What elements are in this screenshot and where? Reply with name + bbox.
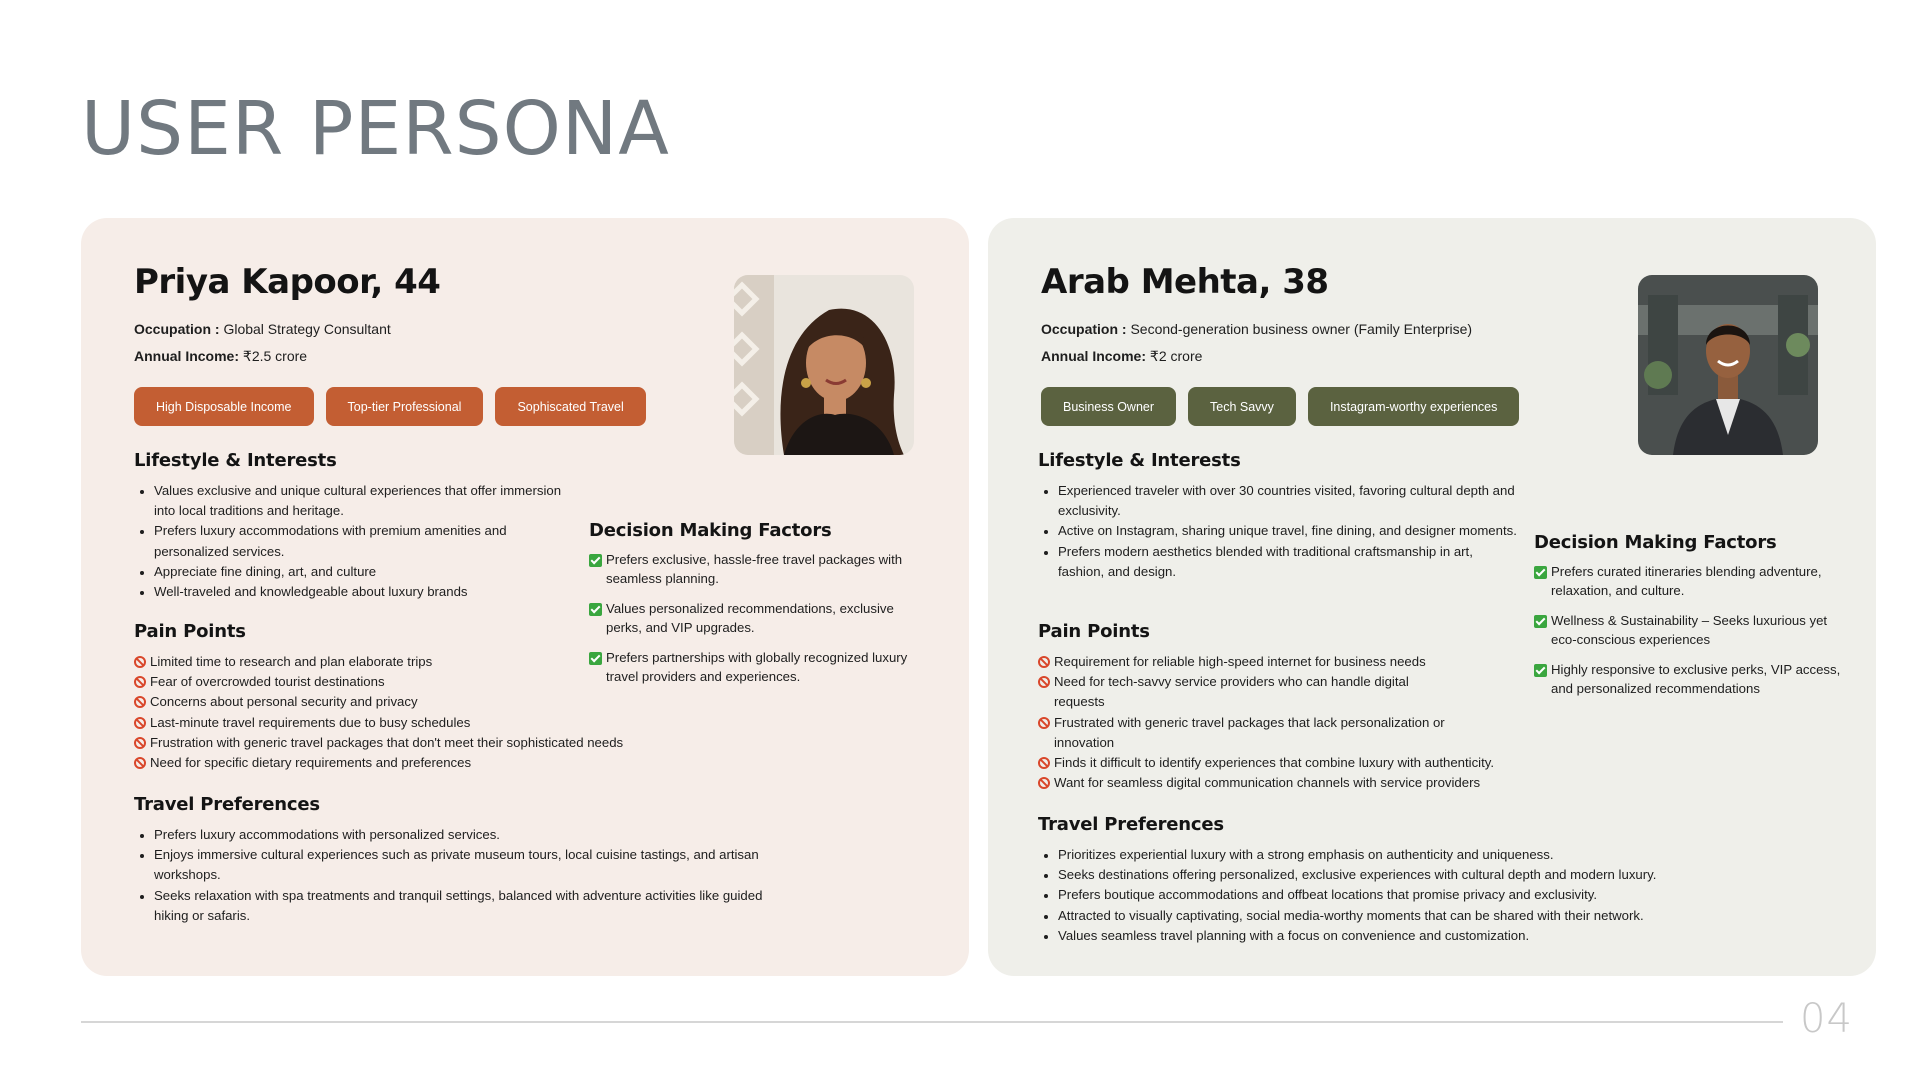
ban-icon — [134, 737, 146, 749]
ban-icon — [134, 676, 146, 688]
persona-name: Priya Kapoor, 44 — [134, 262, 441, 302]
ban-icon — [134, 696, 146, 708]
ban-icon — [134, 757, 146, 769]
ban-icon — [1038, 676, 1050, 688]
section-title: Travel Preferences — [1038, 814, 1224, 835]
persona-card-arab — [988, 218, 1876, 976]
decision-factors-section — [589, 520, 919, 698]
persona-photo-man — [1638, 275, 1818, 455]
ban-icon — [1038, 777, 1050, 789]
occupation-label: Occupation : — [1041, 321, 1127, 337]
occupation-value: Second-generation business owner (Family Enterprise) — [1130, 321, 1473, 337]
income-value: ₹2 crore — [1149, 348, 1203, 364]
tag: Instagram-worthy experiences — [1308, 387, 1519, 426]
list-item: Prefers partnerships with globally recognized luxury travel providers and experiences. — [589, 649, 919, 686]
list-item: Requirement for reliable high-speed internet for business needs — [1038, 652, 1488, 672]
list-item: Limited time to research and plan elaborate trips — [134, 652, 734, 672]
occupation-value: Global Strategy Consultant — [223, 321, 391, 337]
list-item: Last-minute travel requirements due to busy schedules — [134, 713, 734, 733]
list-item: Experienced traveler with over 30 countries visited, favoring cultural depth and exclusivity. — [1038, 481, 1518, 521]
list-item: Prefers luxury accommodations with premium amenities and personalized services. — [134, 521, 564, 561]
list-item: Fear of overcrowded tourist destinations — [134, 672, 734, 692]
check-icon — [1534, 615, 1547, 628]
section-title: Lifestyle & Interests — [134, 450, 337, 471]
lifestyle-section — [134, 450, 564, 602]
annual-income — [134, 348, 307, 365]
occupation-label: Occupation : — [134, 321, 220, 337]
list-item: Highly responsive to exclusive perks, VIP access, and personalized recommendations — [1534, 661, 1844, 698]
list-item: Need for tech-savvy service providers who can handle digital requests — [1038, 672, 1418, 712]
list-item: Prefers luxury accommodations with personalized services. — [134, 825, 784, 845]
list-item: Values seamless travel planning with a focus on convenience and customization. — [1038, 926, 1798, 946]
list-item: Appreciate fine dining, art, and culture — [134, 562, 564, 582]
check-icon — [589, 603, 602, 616]
list-item: Prefers exclusive, hassle-free travel packages with seamless planning. — [589, 551, 919, 588]
list-item: Values personalized recommendations, exclusive perks, and VIP upgrades. — [589, 600, 919, 637]
tag: High Disposable Income — [134, 387, 314, 426]
list-item: Seeks relaxation with spa treatments and tranquil settings, balanced with adventure activities like guided hiking or safaris. — [134, 886, 784, 926]
persona-tags — [134, 387, 646, 426]
persona-photo-woman — [734, 275, 914, 455]
list-item: Active on Instagram, sharing unique travel, fine dining, and designer moments. — [1038, 521, 1518, 541]
section-title: Pain Points — [134, 621, 246, 642]
annual-income — [1041, 348, 1202, 365]
tag: Top-tier Professional — [326, 387, 484, 426]
list-item: Frustration with generic travel packages that don't meet their sophisticated needs — [134, 733, 734, 753]
list-item: Well-traveled and knowledgeable about luxury brands — [134, 582, 564, 602]
list-item: Prioritizes experiential luxury with a strong emphasis on authenticity and uniqueness. — [1038, 845, 1798, 865]
decision-factors-section — [1534, 532, 1844, 710]
list-item: Need for specific dietary requirements and preferences — [134, 753, 734, 773]
persona-tags — [1041, 387, 1519, 426]
ban-icon — [134, 717, 146, 729]
income-value: ₹2.5 crore — [242, 348, 308, 364]
list-item: Prefers curated itineraries blending adventure, relaxation, and culture. — [1534, 563, 1844, 600]
tag: Sophiscated Travel — [495, 387, 645, 426]
income-label: Annual Income: — [134, 348, 240, 364]
lifestyle-section — [1038, 450, 1518, 582]
tag: Business Owner — [1041, 387, 1176, 426]
check-icon — [589, 652, 602, 665]
income-label: Annual Income: — [1041, 348, 1147, 364]
section-title: Lifestyle & Interests — [1038, 450, 1241, 471]
section-title: Decision Making Factors — [1534, 532, 1777, 553]
list-item: Enjoys immersive cultural experiences such as private museum tours, local cuisine tastings, and artisan workshops. — [134, 845, 784, 885]
ban-icon — [1038, 717, 1050, 729]
check-icon — [1534, 566, 1547, 579]
list-item: Finds it difficult to identify experiences that combine luxury with authenticity. — [1038, 753, 1598, 773]
list-item: Prefers modern aesthetics blended with traditional craftsmanship in art, fashion, and design. — [1038, 542, 1518, 582]
section-title: Travel Preferences — [134, 794, 320, 815]
ban-icon — [1038, 656, 1050, 668]
travel-preferences-section — [1038, 814, 1798, 946]
list-item: Values exclusive and unique cultural experiences that offer immersion into local traditions and heritage. — [134, 481, 564, 521]
list-item: Concerns about personal security and privacy — [134, 692, 734, 712]
travel-preferences-section — [134, 794, 784, 926]
page-number: 04 — [1800, 996, 1853, 1042]
persona-name: Arab Mehta, 38 — [1041, 262, 1329, 302]
ban-icon — [1038, 757, 1050, 769]
tag: Tech Savvy — [1188, 387, 1296, 426]
check-icon — [589, 554, 602, 567]
occupation — [1041, 321, 1472, 337]
list-item: Frustrated with generic travel packages that lack personalization or innovation — [1038, 713, 1488, 753]
footer-divider — [81, 1021, 1783, 1023]
list-item: Attracted to visually captivating, social media-worthy moments that can be shared with their network. — [1038, 906, 1798, 926]
occupation — [134, 321, 391, 337]
section-title: Pain Points — [1038, 621, 1150, 642]
check-icon — [1534, 664, 1547, 677]
pain-points-section — [1038, 621, 1495, 793]
list-item: Wellness & Sustainability – Seeks luxurious yet eco-conscious experiences — [1534, 612, 1844, 649]
list-item: Prefers boutique accommodations and offbeat locations that promise privacy and exclusivity. — [1038, 885, 1798, 905]
persona-card-priya — [81, 218, 969, 976]
list-item: Want for seamless digital communication channels with service providers — [1038, 773, 1598, 793]
page-title: USER PERSONA — [81, 86, 670, 172]
section-title: Decision Making Factors — [589, 520, 832, 541]
list-item: Seeks destinations offering personalized, exclusive experiences with cultural depth and modern luxury. — [1038, 865, 1798, 885]
ban-icon — [134, 656, 146, 668]
